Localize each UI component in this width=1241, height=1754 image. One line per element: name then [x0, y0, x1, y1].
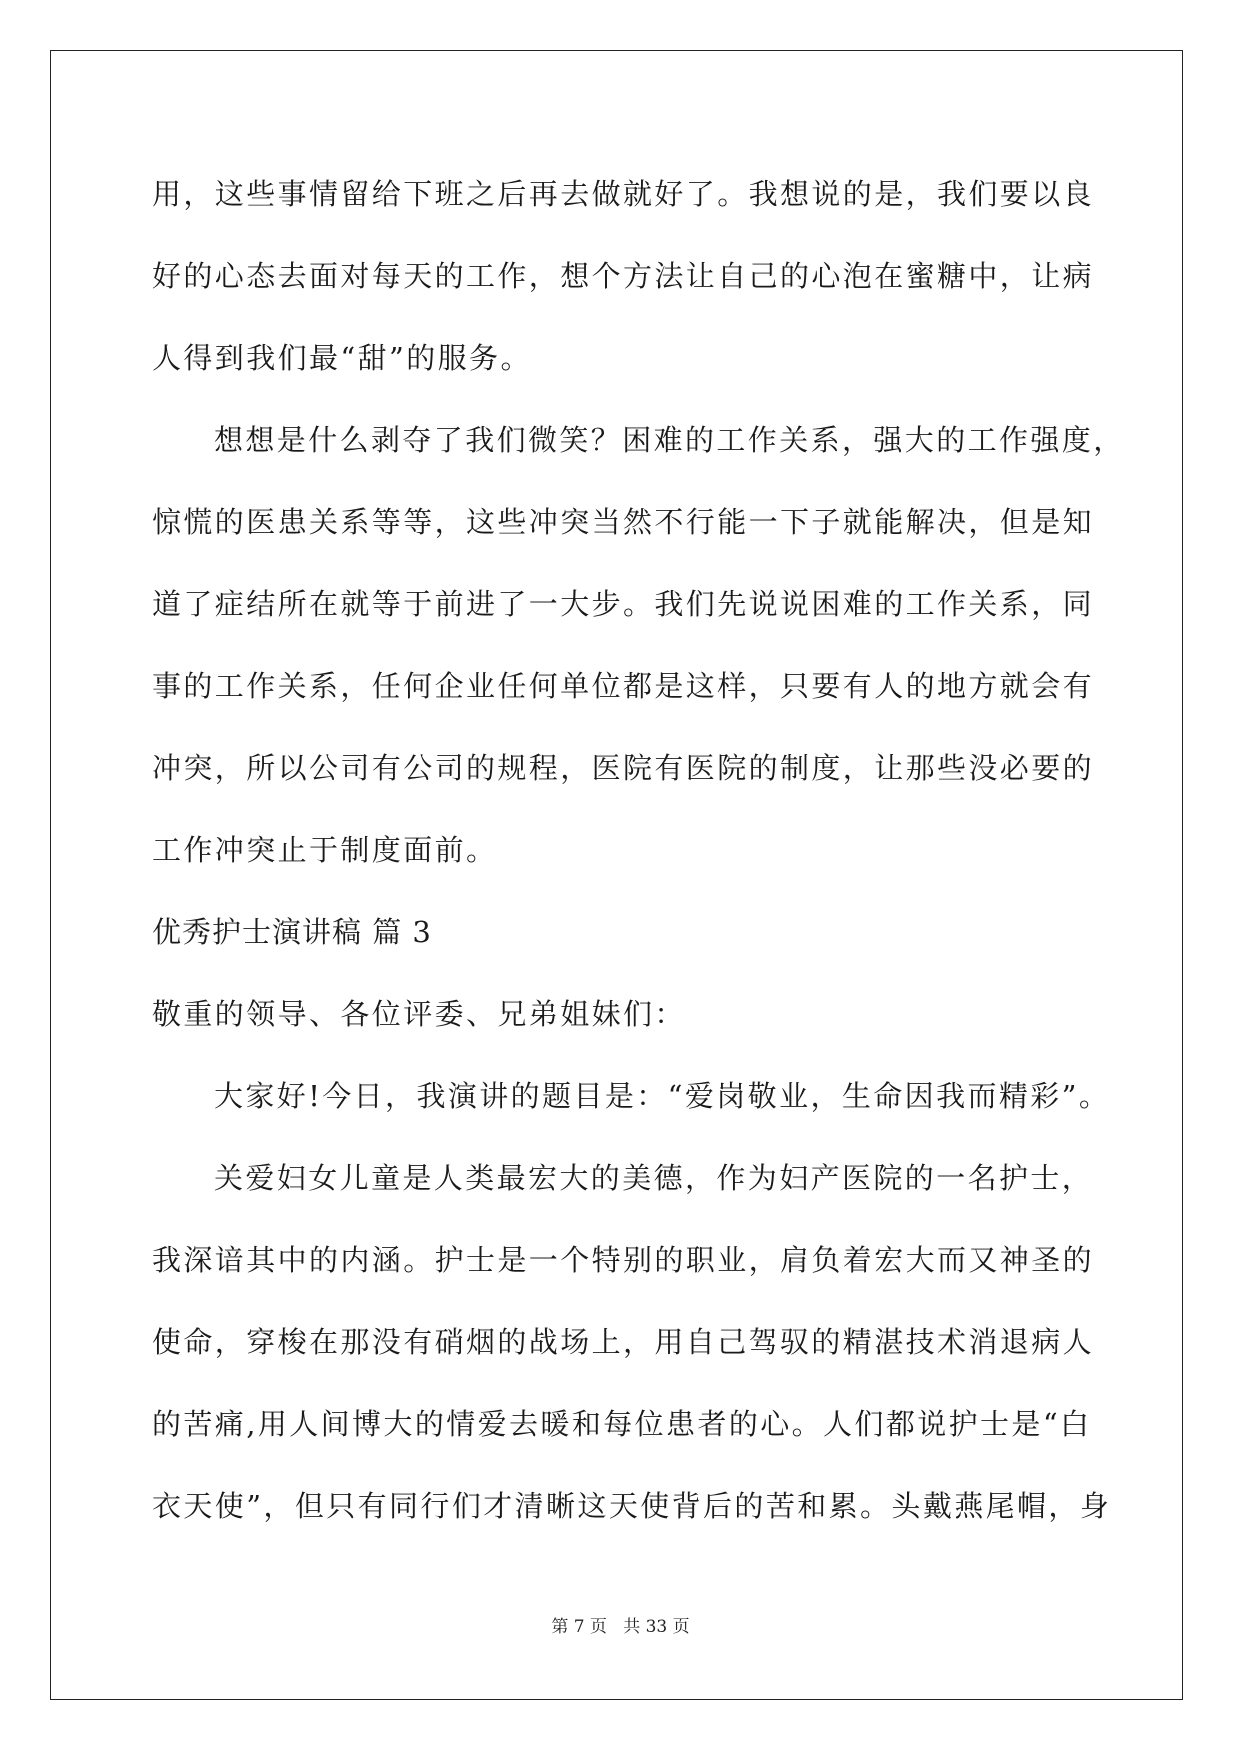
text-line: 我深谙其中的内涵。护士是一个特别的职业，肩负着宏大而又神圣的	[152, 1243, 1095, 1277]
text-line: 使命，穿梭在那没有硝烟的战场上，用自己驾驭的精湛技术消退病人	[152, 1325, 1095, 1359]
text-line: 想想是什么剥夺了我们微笑？困难的工作关系，强大的工作强度，	[214, 423, 1125, 457]
text-line: 工作冲突止于制度面前。	[152, 833, 498, 867]
text-line: 好的心态去面对每天的工作，想个方法让自己的心泡在蜜糖中，让病	[152, 259, 1095, 293]
text-line: 衣天使”，但只有同行们才清晰这天使背后的苦和累。头戴燕尾帽，身	[152, 1489, 1112, 1523]
text-line: 大家好!今日，我演讲的题目是：“爱岗敬业，生命因我而精彩”。	[214, 1079, 1111, 1113]
text-line: 关爱妇女儿童是人类最宏大的美德，作为妇产医院的一名护士，	[214, 1161, 1094, 1195]
text-line: 的苦痛,用人间博大的情爱去暖和每位患者的心。人们都说护士是“白	[152, 1407, 1092, 1441]
text-line: 事的工作关系，任何企业任何单位都是这样，只要有人的地方就会有	[152, 669, 1095, 703]
text-line: 惊慌的医患关系等等，这些冲突当然不行能一下子就能解决，但是知	[152, 505, 1095, 539]
page-border	[50, 50, 1183, 1700]
text-line: 冲突，所以公司有公司的规程，医院有医院的制度，让那些没必要的	[152, 751, 1095, 785]
text-line: 人得到我们最“甜”的服务。	[152, 341, 532, 375]
text-line: 用，这些事情留给下班之后再去做就好了。我想说的是，我们要以良	[152, 177, 1095, 211]
page-footer: 第 7 页 共 33 页	[551, 1617, 690, 1637]
section-heading: 优秀护士演讲稿 篇 3	[152, 915, 432, 949]
text-line: 道了症结所在就等于前进了一大步。我们先说说困难的工作关系，同	[152, 587, 1095, 621]
salutation: 敬重的领导、各位评委、兄弟姐妹们：	[152, 997, 686, 1031]
